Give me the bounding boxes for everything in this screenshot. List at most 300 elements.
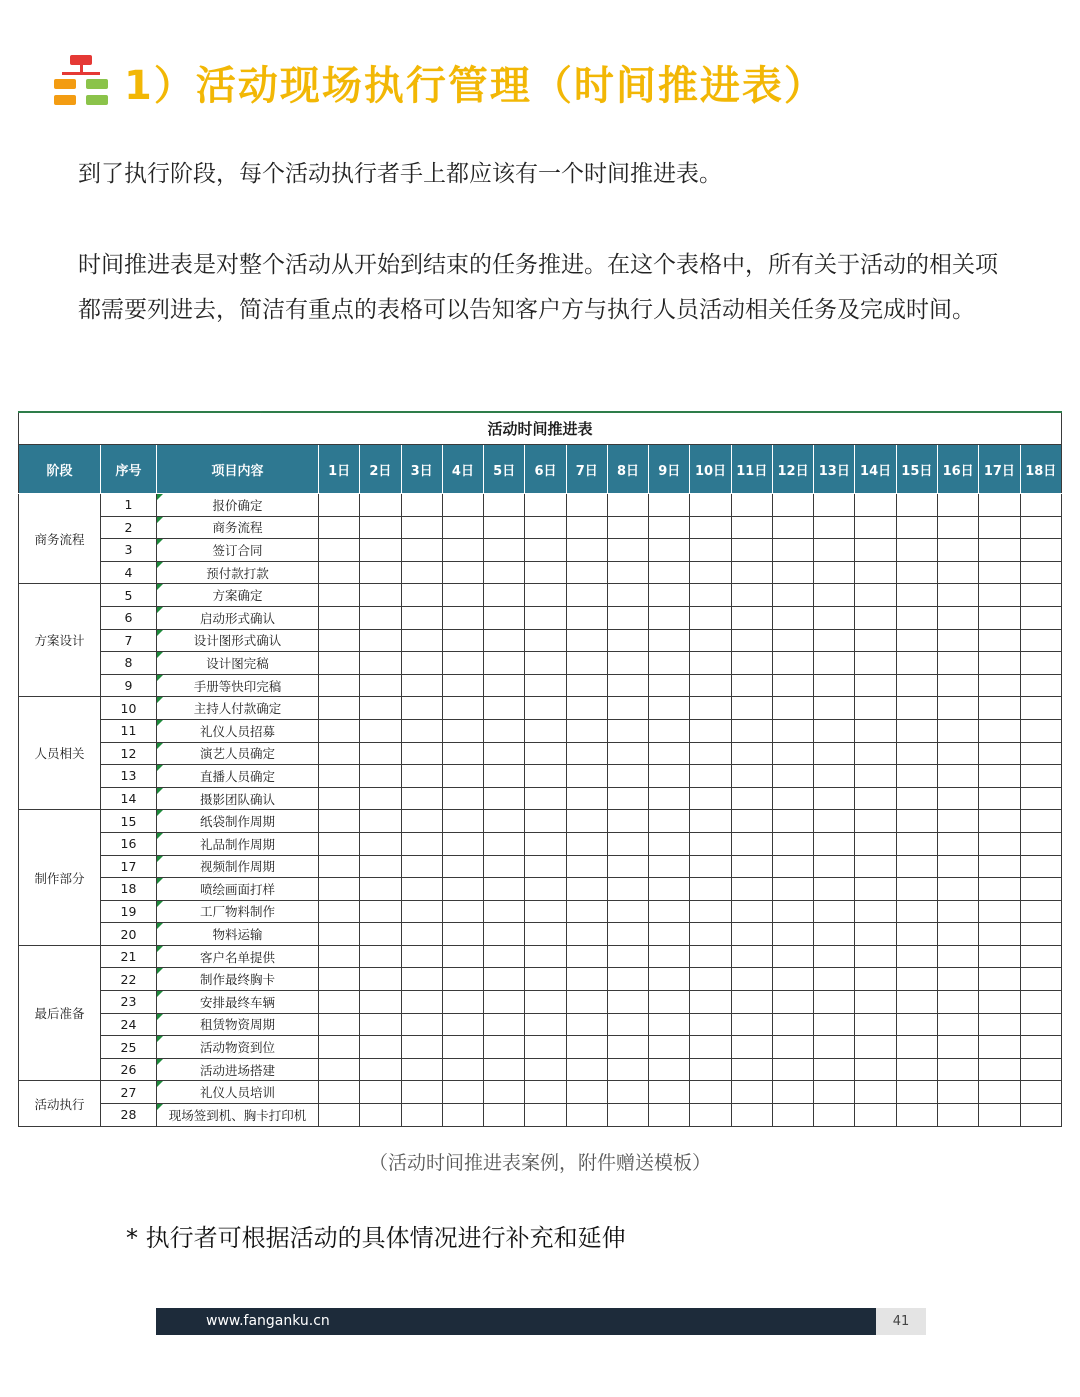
day-cell (979, 832, 1020, 855)
day-cell (731, 629, 772, 652)
day-cell (937, 855, 978, 878)
row-number: 27 (101, 1081, 157, 1104)
day-cell (525, 652, 566, 675)
day-cell (607, 991, 648, 1014)
day-cell (401, 674, 442, 697)
day-cell (442, 494, 483, 517)
day-cell (937, 878, 978, 901)
day-cell (1020, 1036, 1061, 1059)
day-cell (360, 1058, 401, 1081)
row-number: 22 (101, 968, 157, 991)
day-cell (690, 923, 731, 946)
day-cell (401, 561, 442, 584)
day-cell (484, 878, 525, 901)
day-cell (937, 606, 978, 629)
header-day: 4日 (442, 445, 483, 494)
row-number: 14 (101, 787, 157, 810)
row-number: 2 (101, 516, 157, 539)
schedule-table (18, 411, 1062, 1127)
day-cell (814, 742, 855, 765)
day-cell (319, 516, 360, 539)
day-cell (360, 516, 401, 539)
day-cell (442, 719, 483, 742)
day-cell (690, 719, 731, 742)
task-item: 现场签到机、胸卡打印机 (157, 1104, 319, 1127)
row-number: 21 (101, 945, 157, 968)
day-cell (896, 719, 937, 742)
day-cell (731, 787, 772, 810)
task-item: 喷绘画面打样 (157, 878, 319, 901)
day-cell (484, 832, 525, 855)
day-cell (855, 900, 896, 923)
day-cell (855, 765, 896, 788)
day-cell (607, 584, 648, 607)
task-item: 预付款打款 (157, 561, 319, 584)
table-row (19, 516, 1062, 539)
day-cell (690, 878, 731, 901)
day-cell (649, 494, 690, 517)
day-cell (937, 494, 978, 517)
day-cell (814, 810, 855, 833)
day-cell (937, 584, 978, 607)
row-number: 23 (101, 991, 157, 1014)
table-row (19, 742, 1062, 765)
day-cell (360, 674, 401, 697)
day-cell (442, 855, 483, 878)
day-cell (690, 968, 731, 991)
header-day: 18日 (1020, 445, 1061, 494)
day-cell (772, 855, 813, 878)
day-cell (731, 584, 772, 607)
day-cell (566, 810, 607, 833)
day-cell (484, 584, 525, 607)
day-cell (319, 539, 360, 562)
page-number: 41 (876, 1308, 926, 1335)
day-cell (855, 1081, 896, 1104)
day-cell (319, 878, 360, 901)
day-cell (401, 810, 442, 833)
day-cell (979, 652, 1020, 675)
day-cell (649, 584, 690, 607)
day-cell (319, 584, 360, 607)
day-cell (525, 494, 566, 517)
stage-cell: 活动执行 (19, 1081, 101, 1126)
day-cell (360, 968, 401, 991)
day-cell (401, 719, 442, 742)
day-cell (360, 900, 401, 923)
header-day: 2日 (360, 445, 401, 494)
day-cell (979, 945, 1020, 968)
day-cell (525, 539, 566, 562)
header-day: 14日 (855, 445, 896, 494)
day-cell (937, 719, 978, 742)
day-cell (855, 923, 896, 946)
day-cell (319, 652, 360, 675)
day-cell (1020, 945, 1061, 968)
day-cell (401, 855, 442, 878)
day-cell (566, 1104, 607, 1127)
day-cell (360, 719, 401, 742)
day-cell (607, 629, 648, 652)
day-cell (401, 1081, 442, 1104)
day-cell (772, 945, 813, 968)
intro-paragraph: 到了执行阶段，每个活动执行者手上都应该有一个时间推进表。 (78, 161, 722, 187)
day-cell (442, 787, 483, 810)
day-cell (937, 923, 978, 946)
day-cell (649, 674, 690, 697)
day-cell (690, 674, 731, 697)
day-cell (937, 810, 978, 833)
day-cell (855, 516, 896, 539)
day-cell (855, 787, 896, 810)
day-cell (401, 584, 442, 607)
day-cell (979, 878, 1020, 901)
day-cell (1020, 606, 1061, 629)
day-cell (731, 1058, 772, 1081)
day-cell (896, 855, 937, 878)
day-cell (607, 1013, 648, 1036)
day-cell (1020, 629, 1061, 652)
day-cell (484, 494, 525, 517)
table-row (19, 1013, 1062, 1036)
header-day: 12日 (772, 445, 813, 494)
day-cell (484, 561, 525, 584)
day-cell (731, 494, 772, 517)
day-cell (731, 991, 772, 1014)
day-cell (772, 1013, 813, 1036)
day-cell (484, 810, 525, 833)
day-cell (649, 878, 690, 901)
day-cell (772, 516, 813, 539)
day-cell (649, 991, 690, 1014)
table-row (19, 1104, 1062, 1127)
day-cell (979, 923, 1020, 946)
day-cell (855, 606, 896, 629)
day-cell (401, 606, 442, 629)
day-cell (896, 1104, 937, 1127)
day-cell (814, 787, 855, 810)
day-cell (690, 561, 731, 584)
day-cell (442, 1058, 483, 1081)
day-cell (442, 991, 483, 1014)
day-cell (814, 1081, 855, 1104)
row-number: 5 (101, 584, 157, 607)
day-cell (731, 1104, 772, 1127)
task-item: 手册等快印完稿 (157, 674, 319, 697)
day-cell (1020, 900, 1061, 923)
description-paragraph: 时间推进表是对整个活动从开始到结束的任务推进。在这个表格中，所有关于活动的相关项都需要列进去，简洁有重点的表格可以告知客户方与执行人员活动相关任务及完成时间。 (78, 252, 998, 323)
row-number: 9 (101, 674, 157, 697)
day-cell (690, 516, 731, 539)
day-cell (772, 606, 813, 629)
day-cell (319, 561, 360, 584)
day-cell (731, 855, 772, 878)
day-cell (566, 516, 607, 539)
task-item: 视频制作周期 (157, 855, 319, 878)
row-number: 3 (101, 539, 157, 562)
day-cell (855, 494, 896, 517)
day-cell (690, 1104, 731, 1127)
day-cell (1020, 652, 1061, 675)
day-cell (731, 1081, 772, 1104)
day-cell (731, 832, 772, 855)
table-row (19, 494, 1062, 517)
table-row (19, 629, 1062, 652)
day-cell (814, 968, 855, 991)
day-cell (690, 629, 731, 652)
day-cell (442, 606, 483, 629)
day-cell (319, 832, 360, 855)
footnote: * 执行者可根据活动的具体情况进行补充和延伸 (126, 1224, 626, 1252)
day-cell (442, 1036, 483, 1059)
day-cell (896, 968, 937, 991)
task-item: 客户名单提供 (157, 945, 319, 968)
day-cell (607, 1036, 648, 1059)
table-row (19, 810, 1062, 833)
day-cell (814, 674, 855, 697)
day-cell (814, 629, 855, 652)
day-cell (401, 697, 442, 720)
day-cell (525, 923, 566, 946)
day-cell (1020, 742, 1061, 765)
day-cell (566, 539, 607, 562)
day-cell (649, 810, 690, 833)
header-day: 5日 (484, 445, 525, 494)
day-cell (484, 1058, 525, 1081)
day-cell (1020, 1058, 1061, 1081)
day-cell (896, 539, 937, 562)
day-cell (360, 629, 401, 652)
day-cell (319, 923, 360, 946)
stage-cell: 制作部分 (19, 810, 101, 946)
day-cell (401, 878, 442, 901)
task-item: 签订合同 (157, 539, 319, 562)
day-cell (814, 494, 855, 517)
day-cell (401, 832, 442, 855)
day-cell (360, 991, 401, 1014)
day-cell (690, 697, 731, 720)
day-cell (484, 516, 525, 539)
day-cell (814, 697, 855, 720)
task-item: 摄影团队确认 (157, 787, 319, 810)
day-cell (690, 606, 731, 629)
day-cell (896, 1081, 937, 1104)
day-cell (690, 900, 731, 923)
day-cell (360, 923, 401, 946)
day-cell (442, 765, 483, 788)
table-row (19, 1081, 1062, 1104)
day-cell (566, 832, 607, 855)
day-cell (649, 923, 690, 946)
day-cell (319, 945, 360, 968)
day-cell (772, 494, 813, 517)
row-number: 19 (101, 900, 157, 923)
table-row (19, 765, 1062, 788)
day-cell (896, 810, 937, 833)
day-cell (607, 787, 648, 810)
day-cell (607, 945, 648, 968)
day-cell (1020, 494, 1061, 517)
day-cell (401, 787, 442, 810)
day-cell (772, 832, 813, 855)
task-item: 租赁物资周期 (157, 1013, 319, 1036)
day-cell (566, 606, 607, 629)
day-cell (360, 810, 401, 833)
row-number: 12 (101, 742, 157, 765)
day-cell (855, 629, 896, 652)
day-cell (896, 516, 937, 539)
day-cell (814, 900, 855, 923)
day-cell (607, 652, 648, 675)
header-day: 15日 (896, 445, 937, 494)
day-cell (979, 787, 1020, 810)
day-cell (814, 765, 855, 788)
day-cell (937, 1081, 978, 1104)
day-cell (896, 742, 937, 765)
day-cell (979, 900, 1020, 923)
day-cell (814, 945, 855, 968)
day-cell (319, 1036, 360, 1059)
day-cell (566, 584, 607, 607)
day-cell (319, 719, 360, 742)
table-title: 活动时间推进表 (19, 412, 1062, 445)
row-number: 20 (101, 923, 157, 946)
day-cell (1020, 1104, 1061, 1127)
day-cell (979, 742, 1020, 765)
day-cell (484, 1081, 525, 1104)
day-cell (566, 945, 607, 968)
day-cell (360, 1081, 401, 1104)
day-cell (772, 765, 813, 788)
day-cell (937, 674, 978, 697)
day-cell (401, 742, 442, 765)
day-cell (360, 742, 401, 765)
day-cell (319, 1104, 360, 1127)
day-cell (401, 494, 442, 517)
day-cell (484, 674, 525, 697)
day-cell (566, 991, 607, 1014)
day-cell (607, 697, 648, 720)
day-cell (690, 1081, 731, 1104)
day-cell (937, 652, 978, 675)
day-cell (319, 494, 360, 517)
header-day: 1日 (319, 445, 360, 494)
day-cell (690, 855, 731, 878)
day-cell (1020, 810, 1061, 833)
day-cell (566, 1013, 607, 1036)
day-cell (855, 832, 896, 855)
day-cell (649, 787, 690, 810)
day-cell (649, 561, 690, 584)
section-heading (52, 50, 826, 114)
day-cell (937, 1104, 978, 1127)
day-cell (319, 1081, 360, 1104)
day-cell (319, 697, 360, 720)
day-cell (772, 742, 813, 765)
day-cell (525, 945, 566, 968)
table-row (19, 991, 1062, 1014)
day-cell (401, 991, 442, 1014)
row-number: 10 (101, 697, 157, 720)
table-row (19, 923, 1062, 946)
day-cell (525, 1058, 566, 1081)
day-cell (979, 674, 1020, 697)
task-item: 物料运输 (157, 923, 319, 946)
task-item: 直播人员确定 (157, 765, 319, 788)
day-cell (442, 742, 483, 765)
day-cell (649, 968, 690, 991)
day-cell (484, 1104, 525, 1127)
day-cell (731, 810, 772, 833)
day-cell (442, 832, 483, 855)
task-item: 主持人付款确定 (157, 697, 319, 720)
day-cell (360, 1013, 401, 1036)
day-cell (1020, 1013, 1061, 1036)
table-row (19, 832, 1062, 855)
day-cell (855, 1104, 896, 1127)
day-cell (442, 810, 483, 833)
day-cell (525, 629, 566, 652)
table-row (19, 878, 1062, 901)
table-caption: （活动时间推进表案例，附件赠送模板） (368, 1152, 711, 1174)
day-cell (319, 900, 360, 923)
day-cell (1020, 878, 1061, 901)
stage-cell: 方案设计 (19, 584, 101, 697)
day-cell (979, 765, 1020, 788)
row-number: 17 (101, 855, 157, 878)
day-cell (937, 787, 978, 810)
day-cell (401, 629, 442, 652)
day-cell (319, 968, 360, 991)
day-cell (649, 697, 690, 720)
day-cell (360, 539, 401, 562)
day-cell (772, 561, 813, 584)
row-number: 24 (101, 1013, 157, 1036)
day-cell (896, 1036, 937, 1059)
day-cell (896, 674, 937, 697)
header-day: 11日 (731, 445, 772, 494)
day-cell (731, 516, 772, 539)
day-cell (360, 1104, 401, 1127)
row-number: 26 (101, 1058, 157, 1081)
day-cell (525, 561, 566, 584)
day-cell (525, 968, 566, 991)
header-day: 3日 (401, 445, 442, 494)
day-cell (772, 900, 813, 923)
day-cell (1020, 968, 1061, 991)
day-cell (855, 539, 896, 562)
day-cell (896, 991, 937, 1014)
page-title: 1）活动现场执行管理（时间推进表） (124, 62, 826, 109)
day-cell (979, 1104, 1020, 1127)
table-row (19, 561, 1062, 584)
day-cell (525, 991, 566, 1014)
day-cell (566, 855, 607, 878)
day-cell (525, 855, 566, 878)
day-cell (814, 991, 855, 1014)
day-cell (607, 810, 648, 833)
day-cell (690, 1036, 731, 1059)
day-cell (319, 1013, 360, 1036)
day-cell (607, 923, 648, 946)
task-item: 方案确定 (157, 584, 319, 607)
day-cell (814, 1036, 855, 1059)
table-row (19, 539, 1062, 562)
day-cell (566, 697, 607, 720)
day-cell (1020, 719, 1061, 742)
day-cell (855, 1036, 896, 1059)
day-cell (896, 787, 937, 810)
